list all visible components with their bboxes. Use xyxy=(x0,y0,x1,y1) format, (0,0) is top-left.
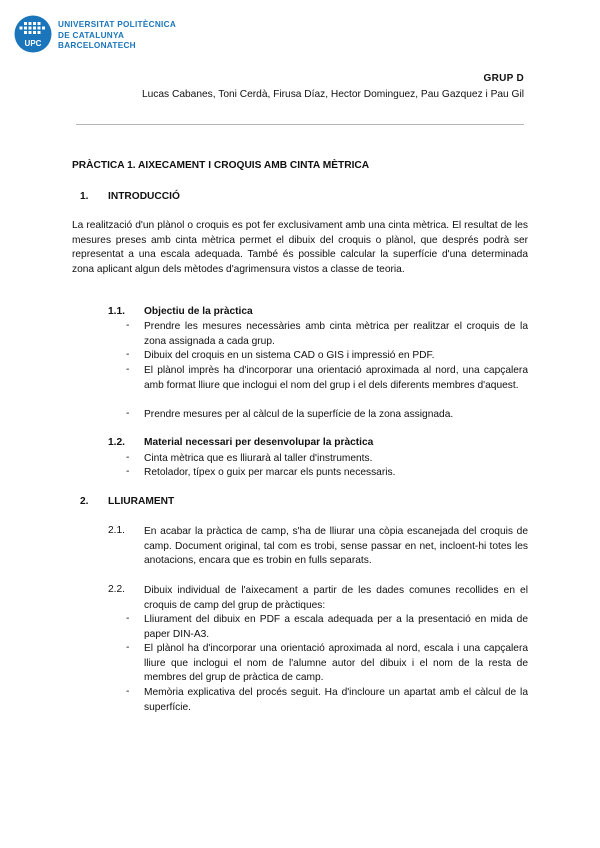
upc-logo xyxy=(14,15,214,55)
logo-line-2: DE CATALUNYA xyxy=(58,30,125,40)
bullet-dash: - xyxy=(126,642,130,653)
section-1-number: 1. xyxy=(80,191,89,202)
bullet-dash: - xyxy=(126,466,130,477)
bullet-dash: - xyxy=(126,686,130,697)
item-2-1-number: 2.1. xyxy=(108,525,125,536)
section-2-heading: LLIURAMENT xyxy=(108,496,175,507)
group-label: GRUP D xyxy=(483,73,524,84)
list-item: El plànol imprès ha d'incorporar una orientació aproximada al nord, una capçalera amb format lliure que inclogui el nom del grup i el dels diferents membres d'aquest. xyxy=(144,365,528,391)
logo-wordmark xyxy=(58,20,176,52)
list-item: Dibuix del croquis en un sistema CAD o GIS i impressió en PDF. xyxy=(144,350,435,361)
section-2-number: 2. xyxy=(80,496,89,507)
subsection-1-1-heading: Objectiu de la pràctica xyxy=(144,306,253,317)
item-2-1-text: En acabar la pràctica de camp, s'ha de lliurar una còpia escanejada del croquis de camp. Document original, tal com es trobi, sense passar en net, incloent-hi totes les anotacions, encara que es trobin en fulls separats. xyxy=(144,526,528,566)
list-item: El plànol ha d'incorporar una orientació aproximada al nord, escala i una capçalera lliure que inclogui el nom de l'alumne autor del dibuix i el nom de la resta de membres del grup de pràctica de camp. xyxy=(144,643,528,683)
subsection-1-2-number: 1.2. xyxy=(108,437,125,448)
list-item: Cinta mètrica que es lliurarà al taller d'instruments. xyxy=(144,453,373,464)
list-item: Lliurament del dibuix en PDF a escala adequada per a la presentació en mida de paper DIN-A3. xyxy=(144,614,528,640)
list-item: Retolador, típex o guix per marcar els punts necessaris. xyxy=(144,467,396,478)
bullet-dash: - xyxy=(126,349,130,360)
subsection-1-2-heading: Material necessari per desenvolupar la pràctica xyxy=(144,437,374,448)
bullet-dash: - xyxy=(126,320,130,331)
list-item: Prendre mesures per al càlcul de la superfície de la zona assignada. xyxy=(144,409,454,420)
authors-line: Lucas Cabanes, Toni Cerdà, Firusa Díaz, Hector Dominguez, Pau Gazquez i Pau Gil xyxy=(141,89,524,100)
list-item: Prendre les mesures necessàries amb cinta mètrica per realitzar el croquis de la zona assignada a cada grup. xyxy=(144,321,528,347)
logo-line-1: UNIVERSITAT POLITÈCNICA xyxy=(58,20,177,29)
item-2-2-text: Dibuix individual de l'aixecament a partir de les dades comunes recollides en el croquis de camp del grup de pràctiques: xyxy=(144,585,528,611)
section-1-heading: INTRODUCCIÓ xyxy=(108,191,180,202)
logo-mark-label: UPC xyxy=(24,39,42,48)
bullet-dash: - xyxy=(126,364,130,375)
intro-paragraph: La realització d'un plànol o croquis es pot fer exclusivament amb una cinta mètrica. El resultat de les mesures preses amb cinta mètrica permet el dibuix del croquis o plànol, que després podrà ser representat a una escala adequada. També és possible calcular la superfície d'una determinada zona aplicant algun dels mètodes d'agrimensura vistos a classe de teoria. xyxy=(72,220,528,275)
item-2-2-number: 2.2. xyxy=(108,584,125,595)
bullet-dash: - xyxy=(126,408,130,419)
document-title: PRÀCTICA 1. AIXECAMENT I CROQUIS AMB CINTA MÈTRICA xyxy=(72,160,370,171)
bullet-dash: - xyxy=(126,452,130,463)
upc-logo-icon xyxy=(14,15,52,53)
logo-line-3: BARCELONATECH xyxy=(58,41,136,50)
subsection-1-1-number: 1.1. xyxy=(108,306,125,317)
list-item: Memòria explicativa del procés seguit. Ha d'incloure un apartat amb el càlcul de la superfície. xyxy=(144,687,528,713)
header-divider xyxy=(76,124,524,125)
bullet-dash: - xyxy=(126,613,130,624)
